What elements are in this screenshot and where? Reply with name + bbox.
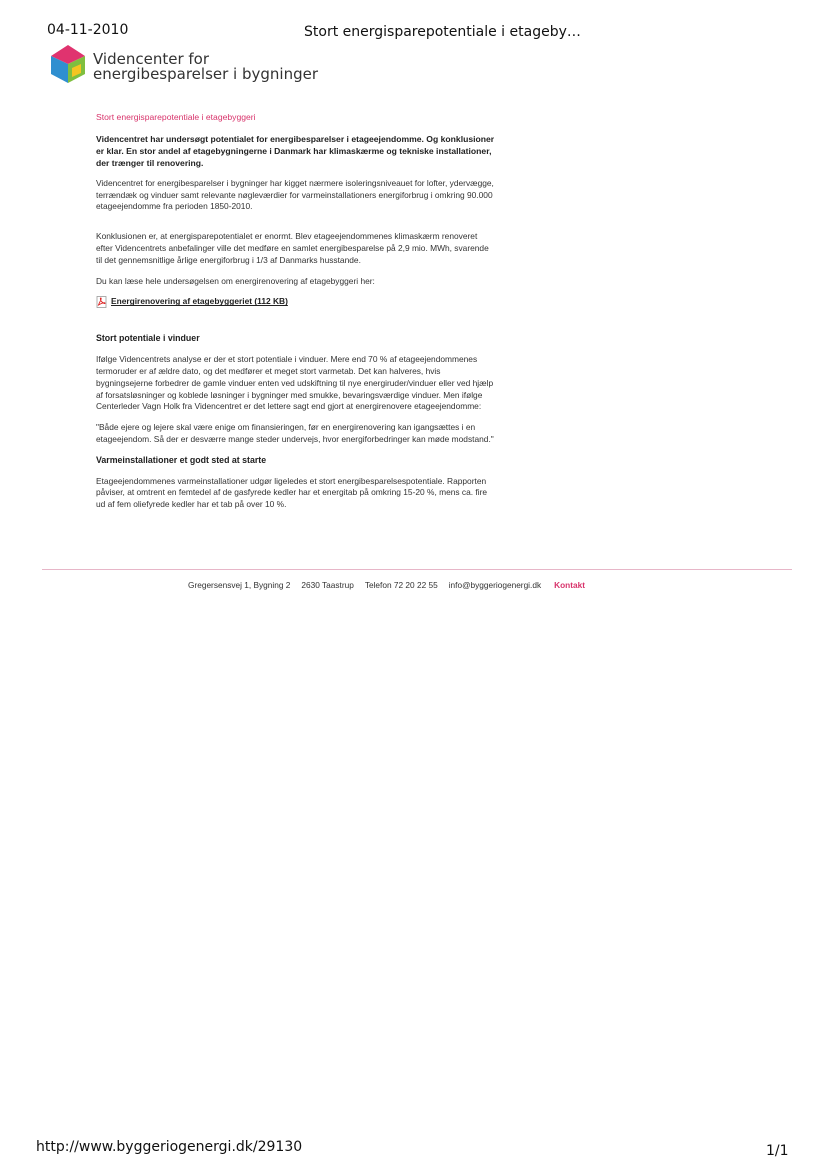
article-lead: Videncentret har undersøgt potentialet for energibesparelser i etageejendomme. Og konklusioner er klar. En stor andel af etagebygningerne i Danmark har klimaskærme og tekniske installationer, der trænger til renovering. — [96, 133, 495, 168]
site-footer — [188, 580, 585, 590]
section-1-title: Stort potentiale i vinduer — [96, 333, 200, 344]
article-paragraph-2: Konklusionen er, at energisparepotentialet er enormt. Blev etageejendommenes klimaskærm renoveret efter Videncentrets anbefalinger ville det medføre en samlet energibesparelse på 2,9 mio. MWh, svarende til det gennemsnitlige årlige energiforbrug i 1/3 af Danmarks husstande. — [96, 231, 489, 265]
article-paragraph-1: Videncentret for energibesparelser i bygninger har kigget nærmere isoleringsniveauet for lofter, ydervægge, terrændæk og vinduer samt relevante nøgleværdier for varmeinstallationers energiforbrug i omkring 90.000 etageejendomme fra perioden 1850-2010. — [96, 177, 494, 212]
article-paragraph-3: Du kan læse hele undersøgelsen om energirenovering af etagebyggeri her: — [96, 275, 375, 286]
logo-line-1: Videncenter for — [93, 50, 210, 68]
footer-phone: Telefon 72 20 22 55 — [364, 580, 438, 590]
footer-address: Gregersensvej 1, Bygning 2 — [188, 580, 291, 590]
section-1-quote: "Både ejere og lejere skal være enige om finansieringen, før en energirenovering kan igangsættes i en etageejendom. Så der er desværre mange steder undervejs, hvor energiforbedringer kan møde modstand." — [96, 422, 494, 444]
logo-text — [93, 52, 318, 82]
article-kicker: Stort energisparepotentiale i etagebyggeri — [96, 112, 256, 122]
footer-email-link[interactable]: info@byggeriogenergi.dk — [448, 580, 542, 590]
section-2-body: Etageejendommenes varmeinstallationer udgør ligeledes et stort energibesparelsespotentiale. Rapporten påviser, at omtrent en femtedel af de gasfyrede kedler har et energitab på omkring 15-20 %, mens ca. fire ud af fem oliefyrede kedler har et tab på over 10 %. — [96, 475, 488, 510]
house-logo-icon — [47, 44, 89, 84]
section-2-title: Varmeinstallationer et godt sted at starte — [96, 454, 267, 465]
article — [96, 112, 496, 520]
print-url: http://www.byggeriogenergi.dk/29130 — [36, 1139, 303, 1155]
pdf-link-label: Energirenovering af etagebyggeriet (112 KB) — [111, 296, 288, 307]
pdf-icon — [96, 296, 108, 308]
print-page-number: 1/1 — [766, 1143, 789, 1159]
footer-city: 2630 Taastrup — [301, 580, 354, 590]
print-date: 04-11-2010 — [47, 22, 129, 38]
footer-contact-link[interactable]: Kontakt — [554, 580, 585, 590]
section-1-body: Ifølge Videncentrets analyse er der et stort potentiale i vinduer. Mere end 70 % af etageejendommenes termoruder er af ældre dato, og det medfører et meget stort varmetab. Det kan halveres, hvis bygningsejerne forbedrer de gamle vinduer enten ved udskiftning til nye energiruder/vinduer eller ved hjælp af forsatsløsninger og koblede løsninger i bygninger med smukke, bevaringsværdige vinduer. Men ifølge Centerleder Vagn Holk fra Videncentret er det lettere sagt end gjort at energirenovere etageejendomme: — [96, 354, 494, 412]
logo-line-2: energibesparelser i bygninger — [93, 65, 318, 83]
site-logo[interactable] — [47, 44, 347, 86]
pdf-download-link[interactable] — [96, 296, 496, 308]
print-page-title: Stort energisparepotentiale i etageby… — [304, 24, 581, 40]
footer-divider — [42, 569, 792, 570]
